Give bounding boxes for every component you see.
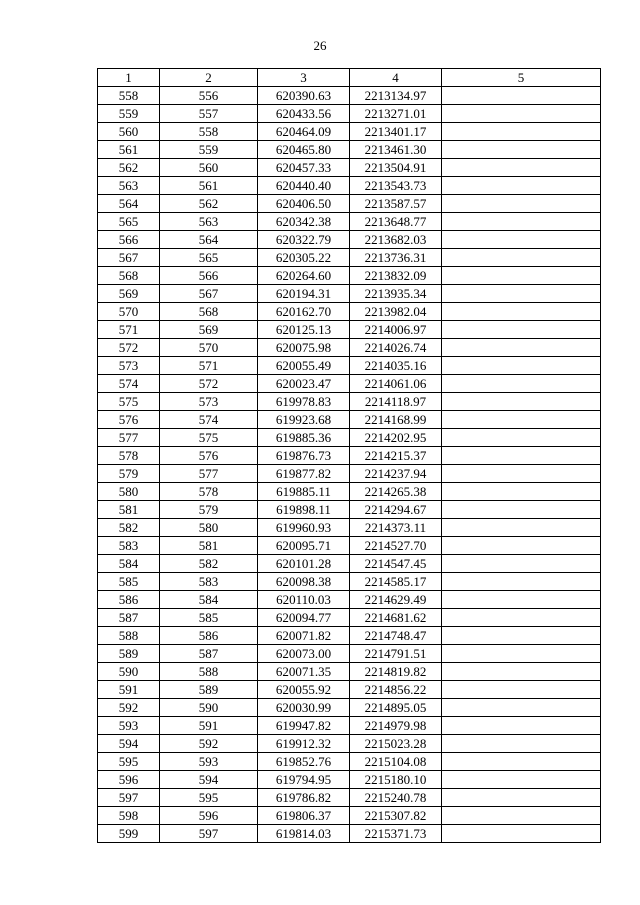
table-cell-col-3: 619794.95	[258, 771, 350, 789]
table-cell-col-4: 2214629.49	[350, 591, 442, 609]
table-cell-col-2: 593	[160, 753, 258, 771]
table-cell-col-5	[442, 699, 601, 717]
table-row	[98, 447, 601, 465]
table-row	[98, 465, 601, 483]
table-row	[98, 663, 601, 681]
table-cell-col-4: 2214547.45	[350, 555, 442, 573]
table-cell-col-4: 2215307.82	[350, 807, 442, 825]
table-row	[98, 321, 601, 339]
table-cell-col-3: 619885.36	[258, 429, 350, 447]
table-cell-col-2: 583	[160, 573, 258, 591]
table-cell-col-1: 568	[98, 267, 160, 285]
table-cell-col-2: 557	[160, 105, 258, 123]
table-row	[98, 231, 601, 249]
table-cell-col-2: 571	[160, 357, 258, 375]
table-cell-col-4: 2214265.38	[350, 483, 442, 501]
table-cell-col-2: 579	[160, 501, 258, 519]
table-cell-col-4: 2213504.91	[350, 159, 442, 177]
table-cell-col-1: 578	[98, 447, 160, 465]
table-row	[98, 429, 601, 447]
table-cell-col-3: 620465.80	[258, 141, 350, 159]
table-cell-col-1: 596	[98, 771, 160, 789]
table-cell-col-2: 594	[160, 771, 258, 789]
table-row	[98, 735, 601, 753]
table-cell-col-2: 575	[160, 429, 258, 447]
table-cell-col-1: 579	[98, 465, 160, 483]
table-cell-col-1: 571	[98, 321, 160, 339]
table-cell-col-5	[442, 285, 601, 303]
table-cell-col-5	[442, 249, 601, 267]
table-cell-col-4: 2213982.04	[350, 303, 442, 321]
table-cell-col-1: 587	[98, 609, 160, 627]
table-cell-col-3: 620094.77	[258, 609, 350, 627]
table-cell-col-1: 567	[98, 249, 160, 267]
table-cell-col-4: 2215023.28	[350, 735, 442, 753]
table-cell-col-1: 598	[98, 807, 160, 825]
table-cell-col-2: 573	[160, 393, 258, 411]
table-cell-col-5	[442, 501, 601, 519]
table-cell-col-2: 584	[160, 591, 258, 609]
table-cell-col-5	[442, 303, 601, 321]
table-cell-col-5	[442, 195, 601, 213]
table-row	[98, 717, 601, 735]
table-cell-col-4: 2214856.22	[350, 681, 442, 699]
table-cell-col-5	[442, 321, 601, 339]
table-row	[98, 627, 601, 645]
table-cell-col-2: 596	[160, 807, 258, 825]
table-cell-col-1: 561	[98, 141, 160, 159]
table-cell-col-4: 2214061.06	[350, 375, 442, 393]
table-cell-col-3: 620075.98	[258, 339, 350, 357]
table-cell-col-5	[442, 591, 601, 609]
table-cell-col-4: 2215371.73	[350, 825, 442, 843]
table-cell-col-4: 2214035.16	[350, 357, 442, 375]
table-row	[98, 213, 601, 231]
table-cell-col-5	[442, 339, 601, 357]
table-cell-col-3: 619960.93	[258, 519, 350, 537]
table-cell-col-5	[442, 105, 601, 123]
table-cell-col-2: 559	[160, 141, 258, 159]
table-cell-col-5	[442, 735, 601, 753]
table-cell-col-4: 2213682.03	[350, 231, 442, 249]
table-header	[98, 69, 601, 87]
table-cell-col-4: 2213648.77	[350, 213, 442, 231]
table-cell-col-3: 619852.76	[258, 753, 350, 771]
table-row	[98, 825, 601, 843]
table-cell-col-4: 2214681.62	[350, 609, 442, 627]
table-cell-col-4: 2214819.82	[350, 663, 442, 681]
table-cell-col-3: 620194.31	[258, 285, 350, 303]
table-row	[98, 123, 601, 141]
table-row	[98, 609, 601, 627]
table-cell-col-3: 620071.35	[258, 663, 350, 681]
table-cell-col-5	[442, 753, 601, 771]
table-cell-col-2: 586	[160, 627, 258, 645]
table-row	[98, 699, 601, 717]
table-cell-col-3: 619786.82	[258, 789, 350, 807]
table-cell-col-5	[442, 465, 601, 483]
table-cell-col-4: 2214168.99	[350, 411, 442, 429]
table-cell-col-1: 559	[98, 105, 160, 123]
table-cell-col-3: 619806.37	[258, 807, 350, 825]
table-cell-col-1: 586	[98, 591, 160, 609]
table-cell-col-1: 583	[98, 537, 160, 555]
table-cell-col-4: 2214215.37	[350, 447, 442, 465]
table-row	[98, 303, 601, 321]
table-cell-col-5	[442, 267, 601, 285]
table-cell-col-5	[442, 789, 601, 807]
coordinates-table	[97, 68, 601, 843]
table-row	[98, 177, 601, 195]
table-cell-col-3: 620055.92	[258, 681, 350, 699]
table-cell-col-2: 589	[160, 681, 258, 699]
table-row	[98, 591, 601, 609]
table-cell-col-4: 2214294.67	[350, 501, 442, 519]
table-cell-col-4: 2213736.31	[350, 249, 442, 267]
table-cell-col-2: 567	[160, 285, 258, 303]
table-cell-col-5	[442, 555, 601, 573]
table-cell-col-3: 620342.38	[258, 213, 350, 231]
table-cell-col-2: 587	[160, 645, 258, 663]
table-cell-col-1: 570	[98, 303, 160, 321]
table-cell-col-4: 2214373.11	[350, 519, 442, 537]
table-cell-col-1: 591	[98, 681, 160, 699]
table-row	[98, 249, 601, 267]
table-cell-col-1: 580	[98, 483, 160, 501]
table-cell-col-1: 595	[98, 753, 160, 771]
table-cell-col-4: 2214202.95	[350, 429, 442, 447]
table-cell-col-2: 564	[160, 231, 258, 249]
table-cell-col-1: 574	[98, 375, 160, 393]
table-row	[98, 195, 601, 213]
table-cell-col-4: 2214237.94	[350, 465, 442, 483]
table-cell-col-1: 577	[98, 429, 160, 447]
table-cell-col-1: 588	[98, 627, 160, 645]
table-cell-col-1: 572	[98, 339, 160, 357]
table-row	[98, 393, 601, 411]
table-cell-col-5	[442, 357, 601, 375]
table-row	[98, 411, 601, 429]
table-cell-col-4: 2213401.17	[350, 123, 442, 141]
table-cell-col-4: 2215240.78	[350, 789, 442, 807]
table-cell-col-3: 620390.63	[258, 87, 350, 105]
table-cell-col-3: 620322.79	[258, 231, 350, 249]
table-cell-col-3: 619898.11	[258, 501, 350, 519]
table-cell-col-5	[442, 213, 601, 231]
table-cell-col-4: 2214527.70	[350, 537, 442, 555]
table-cell-col-2: 570	[160, 339, 258, 357]
table-cell-col-1: 590	[98, 663, 160, 681]
table-cell-col-5	[442, 483, 601, 501]
table-cell-col-4: 2214026.74	[350, 339, 442, 357]
table-cell-col-3: 620055.49	[258, 357, 350, 375]
table-cell-col-3: 619923.68	[258, 411, 350, 429]
page-number: 26	[313, 38, 327, 53]
table-cell-col-2: 561	[160, 177, 258, 195]
table-row	[98, 285, 601, 303]
table-cell-col-5	[442, 123, 601, 141]
table-cell-col-5	[442, 393, 601, 411]
table-cell-col-1: 597	[98, 789, 160, 807]
table-cell-col-5	[442, 627, 601, 645]
table-row	[98, 753, 601, 771]
table-cell-col-1: 582	[98, 519, 160, 537]
column-header-1: 1	[98, 69, 160, 87]
table-cell-col-2: 590	[160, 699, 258, 717]
table-cell-col-1: 562	[98, 159, 160, 177]
table-cell-col-2: 568	[160, 303, 258, 321]
table-row	[98, 771, 601, 789]
table-cell-col-5	[442, 87, 601, 105]
table-cell-col-2: 582	[160, 555, 258, 573]
table-cell-col-2: 565	[160, 249, 258, 267]
table-cell-col-1: 594	[98, 735, 160, 753]
table-cell-col-2: 569	[160, 321, 258, 339]
table-row	[98, 357, 601, 375]
table-cell-col-2: 585	[160, 609, 258, 627]
column-header-2: 2	[160, 69, 258, 87]
table-cell-col-3: 620457.33	[258, 159, 350, 177]
table-cell-col-3: 620101.28	[258, 555, 350, 573]
table-cell-col-3: 620406.50	[258, 195, 350, 213]
table-cell-col-5	[442, 177, 601, 195]
table-cell-col-4: 2213543.73	[350, 177, 442, 195]
table-cell-col-4: 2213935.34	[350, 285, 442, 303]
header-row	[98, 69, 601, 87]
table-cell-col-5	[442, 411, 601, 429]
table-cell-col-1: 581	[98, 501, 160, 519]
table-cell-col-4: 2214791.51	[350, 645, 442, 663]
table-cell-col-3: 620073.00	[258, 645, 350, 663]
table-cell-col-3: 620110.03	[258, 591, 350, 609]
table-cell-col-5	[442, 447, 601, 465]
table-row	[98, 519, 601, 537]
table-cell-col-5	[442, 681, 601, 699]
table-cell-col-3: 620071.82	[258, 627, 350, 645]
table-cell-col-2: 577	[160, 465, 258, 483]
table-cell-col-3: 620440.40	[258, 177, 350, 195]
table-cell-col-3: 620098.38	[258, 573, 350, 591]
table-row	[98, 555, 601, 573]
table-cell-col-2: 562	[160, 195, 258, 213]
table-cell-col-5	[442, 609, 601, 627]
table-row	[98, 645, 601, 663]
table-cell-col-3: 619885.11	[258, 483, 350, 501]
table-cell-col-3: 619876.73	[258, 447, 350, 465]
table-cell-col-2: 595	[160, 789, 258, 807]
table-cell-col-4: 2213832.09	[350, 267, 442, 285]
table-cell-col-4: 2214118.97	[350, 393, 442, 411]
table-row	[98, 501, 601, 519]
table-cell-col-1: 589	[98, 645, 160, 663]
table-cell-col-2: 591	[160, 717, 258, 735]
table-cell-col-2: 581	[160, 537, 258, 555]
table-cell-col-3: 619877.82	[258, 465, 350, 483]
table-cell-col-4: 2213134.97	[350, 87, 442, 105]
table-row	[98, 87, 601, 105]
table-cell-col-5	[442, 807, 601, 825]
table-cell-col-5	[442, 717, 601, 735]
table-cell-col-1: 565	[98, 213, 160, 231]
table-cell-col-4: 2214748.47	[350, 627, 442, 645]
table-cell-col-2: 574	[160, 411, 258, 429]
column-header-4: 4	[350, 69, 442, 87]
table-cell-col-1: 599	[98, 825, 160, 843]
table-row	[98, 789, 601, 807]
table-cell-col-5	[442, 663, 601, 681]
table-row	[98, 105, 601, 123]
table-cell-col-4: 2214006.97	[350, 321, 442, 339]
table-cell-col-3: 620305.22	[258, 249, 350, 267]
table-cell-col-2: 563	[160, 213, 258, 231]
table-cell-col-5	[442, 537, 601, 555]
table-cell-col-1: 560	[98, 123, 160, 141]
table-cell-col-1: 593	[98, 717, 160, 735]
table-cell-col-3: 619947.82	[258, 717, 350, 735]
table-cell-col-2: 556	[160, 87, 258, 105]
table-cell-col-5	[442, 141, 601, 159]
table-cell-col-4: 2214895.05	[350, 699, 442, 717]
table-cell-col-1: 569	[98, 285, 160, 303]
table-cell-col-4: 2213461.30	[350, 141, 442, 159]
table-cell-col-1: 576	[98, 411, 160, 429]
table-cell-col-4: 2213271.01	[350, 105, 442, 123]
table-cell-col-2: 578	[160, 483, 258, 501]
table-cell-col-3: 620095.71	[258, 537, 350, 555]
table-cell-col-3: 619912.32	[258, 735, 350, 753]
table-cell-col-1: 592	[98, 699, 160, 717]
table-row	[98, 159, 601, 177]
table-row	[98, 483, 601, 501]
table-row	[98, 681, 601, 699]
table-cell-col-2: 560	[160, 159, 258, 177]
table-cell-col-1: 585	[98, 573, 160, 591]
table-cell-col-5	[442, 771, 601, 789]
table-cell-col-1: 573	[98, 357, 160, 375]
table-cell-col-5	[442, 573, 601, 591]
table-cell-col-3: 619814.03	[258, 825, 350, 843]
table-cell-col-1: 566	[98, 231, 160, 249]
table-cell-col-5	[442, 645, 601, 663]
table-cell-col-2: 572	[160, 375, 258, 393]
table-row	[98, 537, 601, 555]
table-cell-col-1: 584	[98, 555, 160, 573]
table-row	[98, 807, 601, 825]
table-row	[98, 375, 601, 393]
column-header-3: 3	[258, 69, 350, 87]
table-cell-col-1: 563	[98, 177, 160, 195]
table-cell-col-3: 620023.47	[258, 375, 350, 393]
table-row	[98, 267, 601, 285]
table-cell-col-5	[442, 429, 601, 447]
table-cell-col-3: 620030.99	[258, 699, 350, 717]
column-header-5: 5	[442, 69, 601, 87]
table-cell-col-1: 575	[98, 393, 160, 411]
table-row	[98, 339, 601, 357]
table-cell-col-4: 2215180.10	[350, 771, 442, 789]
table-cell-col-3: 620264.60	[258, 267, 350, 285]
table-cell-col-5	[442, 375, 601, 393]
table-body	[98, 87, 601, 843]
table-cell-col-2: 558	[160, 123, 258, 141]
table-cell-col-5	[442, 159, 601, 177]
table-cell-col-2: 588	[160, 663, 258, 681]
table-cell-col-2: 576	[160, 447, 258, 465]
table-cell-col-4: 2214979.98	[350, 717, 442, 735]
table-cell-col-3: 620162.70	[258, 303, 350, 321]
table-cell-col-4: 2215104.08	[350, 753, 442, 771]
table-cell-col-4: 2213587.57	[350, 195, 442, 213]
table-cell-col-2: 566	[160, 267, 258, 285]
table-cell-col-3: 620433.56	[258, 105, 350, 123]
table-cell-col-3: 620125.13	[258, 321, 350, 339]
table-cell-col-3: 620464.09	[258, 123, 350, 141]
table-cell-col-3: 619978.83	[258, 393, 350, 411]
table-row	[98, 141, 601, 159]
table-cell-col-1: 558	[98, 87, 160, 105]
table-row	[98, 573, 601, 591]
table-cell-col-2: 597	[160, 825, 258, 843]
table-cell-col-5	[442, 825, 601, 843]
table-cell-col-1: 564	[98, 195, 160, 213]
table-cell-col-2: 592	[160, 735, 258, 753]
table-cell-col-5	[442, 231, 601, 249]
table-cell-col-5	[442, 519, 601, 537]
table-cell-col-4: 2214585.17	[350, 573, 442, 591]
table-cell-col-2: 580	[160, 519, 258, 537]
